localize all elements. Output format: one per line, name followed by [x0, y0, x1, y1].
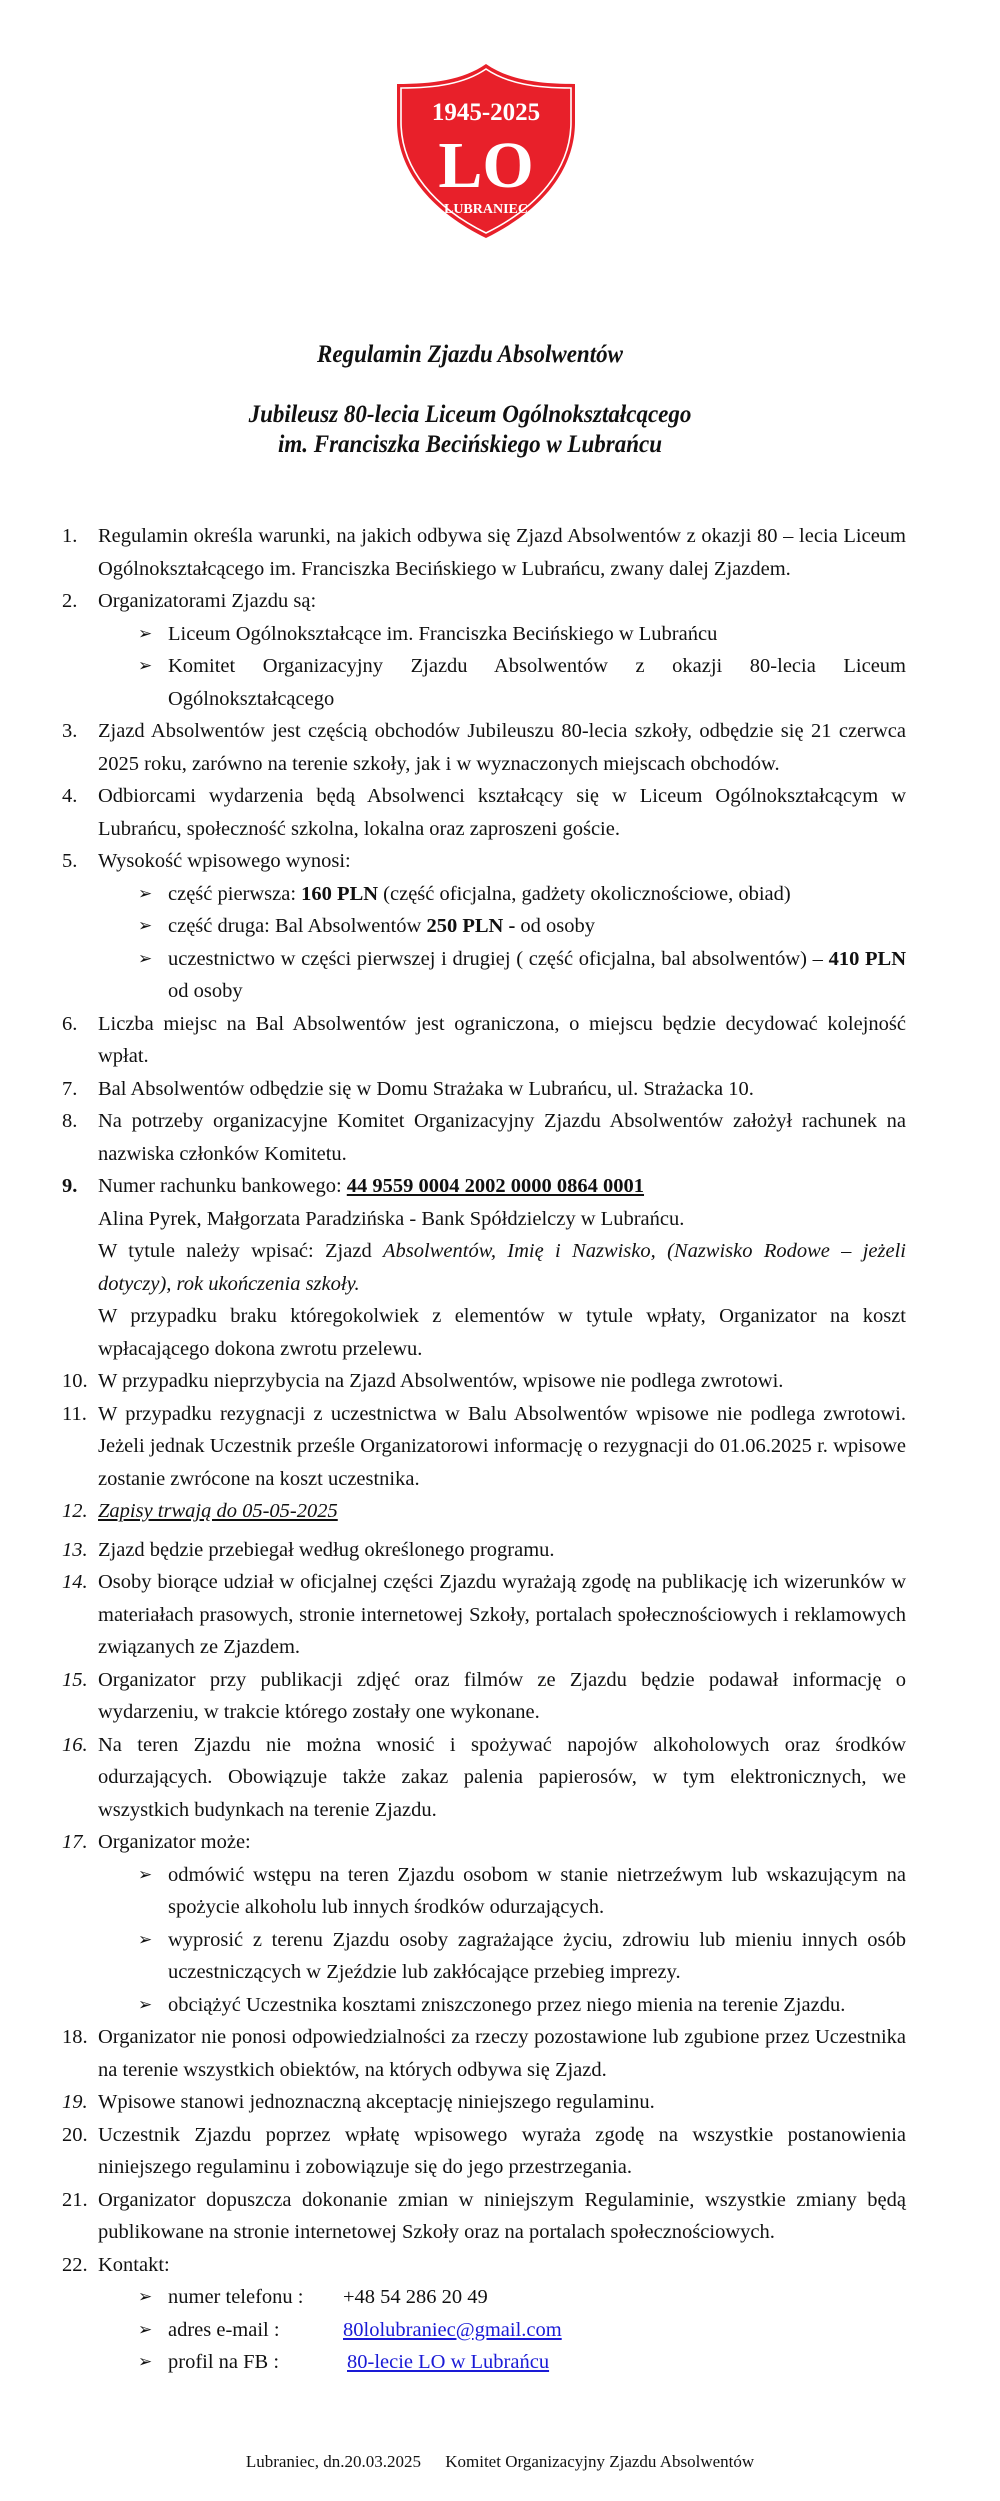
item-text: Organizator dopuszcza dokonanie zmian w niniejszym Regulaminie, wszystkie zmiany będą publikowane na stronie internetowej Szkoły oraz na portalach społecznościowych. [98, 2188, 906, 2243]
instruction-text: W tytule należy wpisać: Zjazd [98, 1240, 384, 1262]
item-text: Odbiorcami wydarzenia będą Absolwenci kształcący się w Liceum Ogólnokształcącym w Lubrańcu, społeczność szkolna, lokalna oraz zaproszeni goście. [98, 785, 906, 840]
fee-description: od osoby [515, 915, 596, 937]
item-text: Na teren Zjazdu nie można wnosić i spożywać napojów alkoholowych oraz środków odurzających. Obowiązuje także zakaz palenia papierosów, w tym elektronicznych, we wszystkich budynkach na terenie Zjazdu. [98, 1733, 906, 1821]
arrowhead-bullet-icon: ➢ [138, 948, 153, 968]
item-text: Wpisowe stanowi jednoznaczną akceptację niniejszego regulaminu. [98, 2091, 655, 2113]
item-text: Osoby biorące udział w oficjalnej części Zjazdu wyrażają zgodę na publikację ich wizerunków w materiałach prasowych, stronie internetowej Szkoły, portalach społecznościowych i reklamowych związanych ze Zjazdem. [98, 1571, 906, 1658]
document-title-block [38, 340, 903, 460]
logo-town: LUBRANIEC [443, 202, 529, 217]
list-item-20 [62, 2119, 906, 2184]
fee-description: (część oficjalna, gadżety okolicznościowe, obiad) [378, 882, 791, 905]
item-text: Regulamin określa warunki, na jakich odbywa się Zjazd Absolwentów z okazji 80 – lecia Liceum Ogólnokształcącego im. Franciszka Becińskiego w Lubrańcu, zwany dalej Zjazdem. [98, 525, 906, 580]
item-number: 13. [62, 1538, 88, 1561]
fee-label: część druga: Bal Absolwentów [168, 915, 427, 937]
sub-item-text: Komitet Organizacyjny Zjazdu Absolwentów z okazji 80-lecia Liceum Ogólnokształcącego [168, 655, 906, 710]
fee-part-two [62, 910, 906, 943]
list-item-16 [62, 1729, 906, 1827]
fee-label: uczestnictwo w części pierwszej i drugiej ( część oficjalna, bal absolwentów) – [168, 947, 829, 970]
item-number: 20. [62, 2123, 88, 2146]
list-item-15 [62, 1664, 906, 1729]
sub-item [62, 650, 906, 715]
transfer-title-instruction [98, 1235, 906, 1300]
logo-years: 1945-2025 [431, 99, 541, 126]
fee-label: część pierwsza: [168, 882, 302, 905]
bank-account-number: 44 9559 0004 2002 0000 0864 0001 [346, 1175, 645, 1197]
arrowhead-bullet-icon: ➢ [138, 1929, 153, 1949]
item-number: 21. [62, 2188, 88, 2211]
item-number: 18. [62, 2026, 88, 2048]
sub-item [62, 618, 906, 651]
sub-item [62, 1989, 906, 2022]
list-item-14 [62, 1566, 906, 1664]
item-number: 16. [62, 1733, 88, 1756]
item-text: Organizator nie ponosi odpowiedzialności za rzeczy pozostawione lub zgubione przez Uczestnika na terenie wszystkich obiektów, na których odbywa się Zjazd. [98, 2026, 906, 2081]
contact-phone [62, 2281, 906, 2314]
item-number: 1. [62, 525, 78, 547]
arrowhead-bullet-icon: ➢ [138, 656, 153, 675]
item-text: Bal Absolwentów odbędzie się w Domu Strażaka w Lubrańcu, ul. Strażacka 10. [98, 1077, 754, 1100]
item-number: 5. [62, 850, 78, 872]
list-item-21 [62, 2184, 906, 2249]
phone-number: +48 54 286 20 49 [343, 2286, 488, 2308]
list-item-9 [62, 1170, 906, 1365]
item-number: 22. [62, 2253, 88, 2276]
list-item-19 [62, 2086, 906, 2119]
list-item-2 [62, 585, 906, 618]
fee-price: 250 PLN - [426, 915, 516, 937]
arrowhead-bullet-icon: ➢ [138, 883, 153, 903]
item-number: 14. [62, 1571, 88, 1593]
school-logo-shield [393, 62, 579, 240]
item-number: 12. [62, 1500, 88, 1522]
fee-part-one [62, 878, 906, 911]
sub-item [62, 1859, 906, 1924]
list-item-7 [62, 1073, 906, 1106]
list-item-4 [62, 780, 906, 845]
list-item-12 [62, 1495, 906, 1528]
item-text: Zjazd Absolwentów jest częścią obchodów Jubileuszu 80-lecia szkoły, odbędzie się 21 czerwca 2025 roku, zarówno na terenie szkoły, jak i w wyznaczonych miejscach obchodów. [98, 720, 906, 775]
arrowhead-bullet-icon: ➢ [138, 1864, 153, 1884]
document-subtitle-school: im. Franciszka Becińskiego w Lubrańcu [277, 431, 663, 458]
list-item-6 [62, 1008, 906, 1073]
item-number: 8. [62, 1110, 78, 1132]
instruction-italic-text: Absolwentów, Imię i Nazwisko, (Nazwisko Rodowe – jeżeli dotyczy), rok ukończenia szkoły. [98, 1240, 906, 1295]
signature: Komitet Organizacyjny Zjazdu Absolwentów [445, 2452, 755, 2471]
item-text: Kontakt: [98, 2253, 170, 2276]
list-item-5 [62, 845, 906, 878]
email-link[interactable]: 80lolubraniec@gmail.com [343, 2318, 562, 2341]
item-number: 15. [62, 1668, 88, 1691]
item-text: Organizator może: [98, 1831, 251, 1853]
arrowhead-bullet-icon: ➢ [138, 2319, 153, 2339]
sub-item-text: Liceum Ogólnokształcące im. Franciszka Becińskiego w Lubrańcu [168, 622, 718, 645]
arrowhead-bullet-icon: ➢ [138, 2352, 153, 2371]
list-item-3 [62, 715, 906, 780]
item-number: 10. [62, 1370, 88, 1392]
account-label: Numer rachunku bankowego: [98, 1175, 347, 1197]
item-text: W przypadku nieprzybycia na Zjazd Absolwentów, wpisowe nie podlega zwrotowi. [98, 1370, 784, 1392]
contact-label: adres e-mail : [168, 2318, 280, 2341]
fee-price: 160 PLN [301, 882, 379, 905]
document-title: Regulamin Zjazdu Absolwentów [317, 341, 623, 368]
arrowhead-bullet-icon: ➢ [138, 1994, 153, 2014]
sub-item [62, 1924, 906, 1989]
list-item-8 [62, 1105, 906, 1170]
place-and-date: Lubraniec, dn.20.03.2025 [245, 2452, 421, 2471]
item-number: 4. [62, 785, 78, 807]
list-item-17 [62, 1826, 906, 1859]
item-text: Zjazd będzie przebiegał według określonego programu. [98, 1538, 555, 1561]
item-number: 3. [62, 720, 78, 742]
fee-both-parts [62, 943, 906, 1008]
item-text: Uczestnik Zjazdu poprzez wpłatę wpisowego wyraża zgodę na wszystkie postanowienia niniejszego regulaminu i zobowiązuje się do jego przestrzegania. [98, 2123, 906, 2178]
document-subtitle: Jubileusz 80-lecia Liceum Ogólnokształcącego [248, 401, 692, 428]
contact-facebook [62, 2346, 906, 2379]
account-holders: Alina Pyrek, Małgorzata Paradzińska - Bank Spółdzielczy w Lubrańcu. [98, 1207, 685, 1230]
registration-deadline: Zapisy trwają do 05-05-2025 [98, 1500, 338, 1522]
sub-item-text: odmówić wstępu na teren Zjazdu osobom w stanie nietrzeźwym lub wskazującym na spożycie alkoholu lub innych środków odurzających. [168, 1863, 906, 1918]
sub-item-text: wyprosić z terenu Zjazdu osoby zagrażające życiu, zdrowiu lub mieniu innych osób uczestniczących w Zjeździe lub zakłócające przebieg imprezy. [168, 1928, 906, 1983]
list-item-22 [62, 2249, 906, 2282]
item-number: 2. [62, 590, 78, 612]
fee-price: 410 PLN [828, 947, 906, 970]
facebook-profile-link[interactable]: 80-lecie LO w Lubrańcu [347, 2351, 550, 2373]
item-text: Organizator przy publikacji zdjęć oraz filmów ze Zjazdu będzie podawał informację o wydarzeniu, w trakcie którego zostały one wykonane. [98, 1668, 906, 1723]
item-text: Organizatorami Zjazdu są: [98, 590, 317, 612]
item-number: 7. [62, 1077, 78, 1100]
item-text: Na potrzeby organizacyjne Komitet Organizacyjny Zjazdu Absolwentów założył rachunek na nazwiska członków Komitetu. [98, 1110, 906, 1165]
contact-label: numer telefonu : [168, 2286, 304, 2308]
contact-email [62, 2314, 906, 2347]
list-item-10 [62, 1365, 906, 1398]
item-number: 19. [62, 2091, 88, 2113]
refund-note: W przypadku braku któregokolwiek z elementów w tytule wpłaty, Organizator na koszt wpłacającego dokona zwrotu przelewu. [98, 1305, 906, 1360]
list-item-11 [62, 1398, 906, 1496]
arrowhead-bullet-icon: ➢ [138, 916, 153, 935]
item-text: Liczba miejsc na Bal Absolwentów jest ograniczona, o miejscu będzie decydować kolejność wpłat. [98, 1012, 906, 1067]
item-text: Wysokość wpisowego wynosi: [98, 850, 351, 872]
list-item-18 [62, 2021, 906, 2086]
logo-letters: LO [438, 129, 534, 202]
item-number: 6. [62, 1012, 78, 1035]
sub-item-text: obciążyć Uczestnika kosztami zniszczonego przez niego mienia na terenie Zjazdu. [168, 1993, 846, 2016]
list-item-13 [62, 1534, 906, 1567]
fee-description: od osoby [168, 980, 243, 1002]
arrowhead-bullet-icon: ➢ [138, 2287, 153, 2306]
arrowhead-bullet-icon: ➢ [138, 623, 153, 643]
regulations-list [62, 520, 906, 2379]
item-number: 11. [62, 1402, 87, 1425]
list-item-1 [62, 520, 906, 585]
item-number: 9. [62, 1175, 78, 1197]
contact-label: profil na FB : [168, 2351, 280, 2373]
item-text: W przypadku rezygnacji z uczestnictwa w Balu Absolwentów wpisowe nie podlega zwrotowi. Jeżeli jednak Uczestnik prześle Organizatorowi informację o rezygnacji do 01.06.2025 r. wpisowe zostanie zwrócone na koszt uczestnika. [98, 1402, 906, 1490]
item-number: 17. [62, 1831, 88, 1853]
document-footer [0, 2452, 1000, 2472]
